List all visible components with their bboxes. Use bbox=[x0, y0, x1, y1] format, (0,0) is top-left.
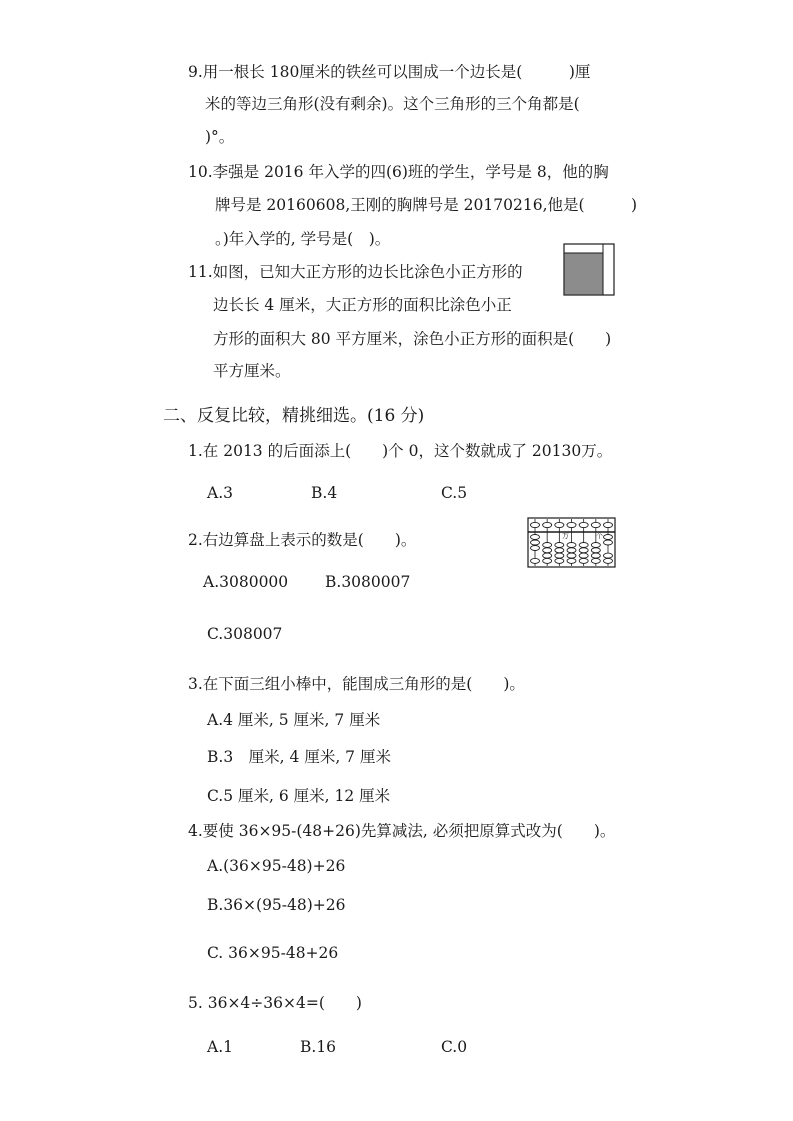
abacus-bead bbox=[604, 553, 613, 558]
abacus-bead bbox=[591, 558, 600, 563]
q9-line-1: 9.用一根长 180厘米的铁丝可以围成一个边长是( )厘 bbox=[188, 63, 591, 81]
abacus-bead bbox=[579, 558, 588, 563]
abacus-bead bbox=[555, 522, 564, 527]
abacus-figure bbox=[527, 517, 616, 568]
abacus-bead bbox=[604, 535, 613, 540]
p2-stem: 2.右边算盘上表示的数是( )。 bbox=[188, 531, 417, 549]
p3-option-b: B.3 厘米, 4 厘米, 7 厘米 bbox=[207, 748, 391, 766]
abacus-bead bbox=[591, 522, 600, 527]
q11-line-3: 方形的面积大 80 平方厘米，涂色小正方形的面积是( ) bbox=[213, 330, 612, 348]
p4-option-a: A.(36×95-48)+26 bbox=[207, 857, 346, 875]
square-figure bbox=[563, 243, 615, 296]
q10-line-2: 牌号是 20160608,王刚的胸牌号是 20170216,他是( ) bbox=[215, 196, 638, 214]
q10-line-3: 。)年入学的, 学号是( )。 bbox=[215, 230, 391, 248]
section-2-title: 二、反复比较，精挑细选。(16 分) bbox=[163, 406, 425, 426]
abacus-bead bbox=[555, 543, 564, 548]
abacus-bead bbox=[555, 553, 564, 558]
abacus-bead bbox=[604, 522, 613, 527]
abacus-bead bbox=[531, 558, 540, 563]
abacus-bead bbox=[555, 548, 564, 553]
p5-stem: 5. 36×4÷36×4=( ) bbox=[188, 994, 362, 1012]
p4-stem: 4.要使 36×95-(48+26)先算减法, 必须把原算式改为( )。 bbox=[188, 822, 616, 840]
shaded-small-square bbox=[564, 253, 603, 295]
abacus-bead bbox=[567, 543, 576, 548]
abacus-bead bbox=[543, 558, 552, 563]
p2-option-b: B.3080007 bbox=[325, 573, 411, 591]
abacus-bead bbox=[531, 535, 540, 540]
q11-line-1: 11.如图，已知大正方形的边长比涂色小正方形的 bbox=[188, 263, 523, 281]
abacus-bead bbox=[543, 548, 552, 553]
p1-option-c: C.5 bbox=[441, 484, 468, 502]
q10-line-1: 10.李强是 2016 年入学的四(6)班的学生，学号是 8，他的胸 bbox=[188, 163, 609, 181]
abacus-label-wan: 万 bbox=[562, 532, 569, 540]
abacus-bead bbox=[604, 540, 613, 545]
abacus-bead bbox=[567, 522, 576, 527]
abacus-bead bbox=[567, 553, 576, 558]
p1-option-b: B.4 bbox=[311, 484, 338, 502]
q9-line-2: 米的等边三角形(没有剩余)。这个三角形的三个角都是( bbox=[205, 95, 580, 113]
p1-option-a: A.3 bbox=[207, 484, 233, 502]
abacus-bead bbox=[591, 543, 600, 548]
abacus-bead bbox=[531, 522, 540, 527]
abacus-bead bbox=[531, 540, 540, 545]
abacus-bead bbox=[543, 553, 552, 558]
p4-option-c: C. 36×95-48+26 bbox=[207, 944, 339, 962]
abacus-bead bbox=[567, 548, 576, 553]
q9-line-3: )°。 bbox=[205, 128, 235, 146]
abacus-bead bbox=[531, 546, 540, 551]
abacus-bead bbox=[543, 543, 552, 548]
p3-option-a: A.4 厘米, 5 厘米, 7 厘米 bbox=[207, 711, 381, 729]
p2-option-a: A.3080000 bbox=[203, 573, 289, 591]
p4-option-b: B.36×(95-48)+26 bbox=[207, 896, 346, 914]
abacus-bead bbox=[579, 553, 588, 558]
abacus-bead bbox=[579, 543, 588, 548]
q11-line-4: 平方厘米。 bbox=[213, 362, 291, 380]
q11-line-2: 边长长 4 厘米，大正方形的面积比涂色小正 bbox=[213, 296, 512, 314]
p5-option-b: B.16 bbox=[300, 1038, 337, 1056]
abacus-bead bbox=[567, 558, 576, 563]
abacus-bead bbox=[579, 548, 588, 553]
abacus-bead bbox=[555, 558, 564, 563]
abacus-bead bbox=[543, 522, 552, 527]
p5-option-a: A.1 bbox=[207, 1038, 233, 1056]
p3-option-c: C.5 厘米, 6 厘米, 12 厘米 bbox=[207, 787, 391, 805]
p1-stem: 1.在 2013 的后面添上( )个 0，这个数就成了 20130万。 bbox=[188, 442, 613, 460]
p5-option-c: C.0 bbox=[441, 1038, 468, 1056]
abacus-bead bbox=[591, 553, 600, 558]
p2-option-c: C.308007 bbox=[207, 625, 283, 643]
abacus-bead bbox=[591, 548, 600, 553]
p3-stem: 3.在下面三组小棒中，能围成三角形的是( )。 bbox=[188, 675, 525, 693]
abacus-label-ge: 个 bbox=[596, 532, 603, 540]
abacus-bead bbox=[579, 522, 588, 527]
abacus-bead bbox=[604, 558, 613, 563]
